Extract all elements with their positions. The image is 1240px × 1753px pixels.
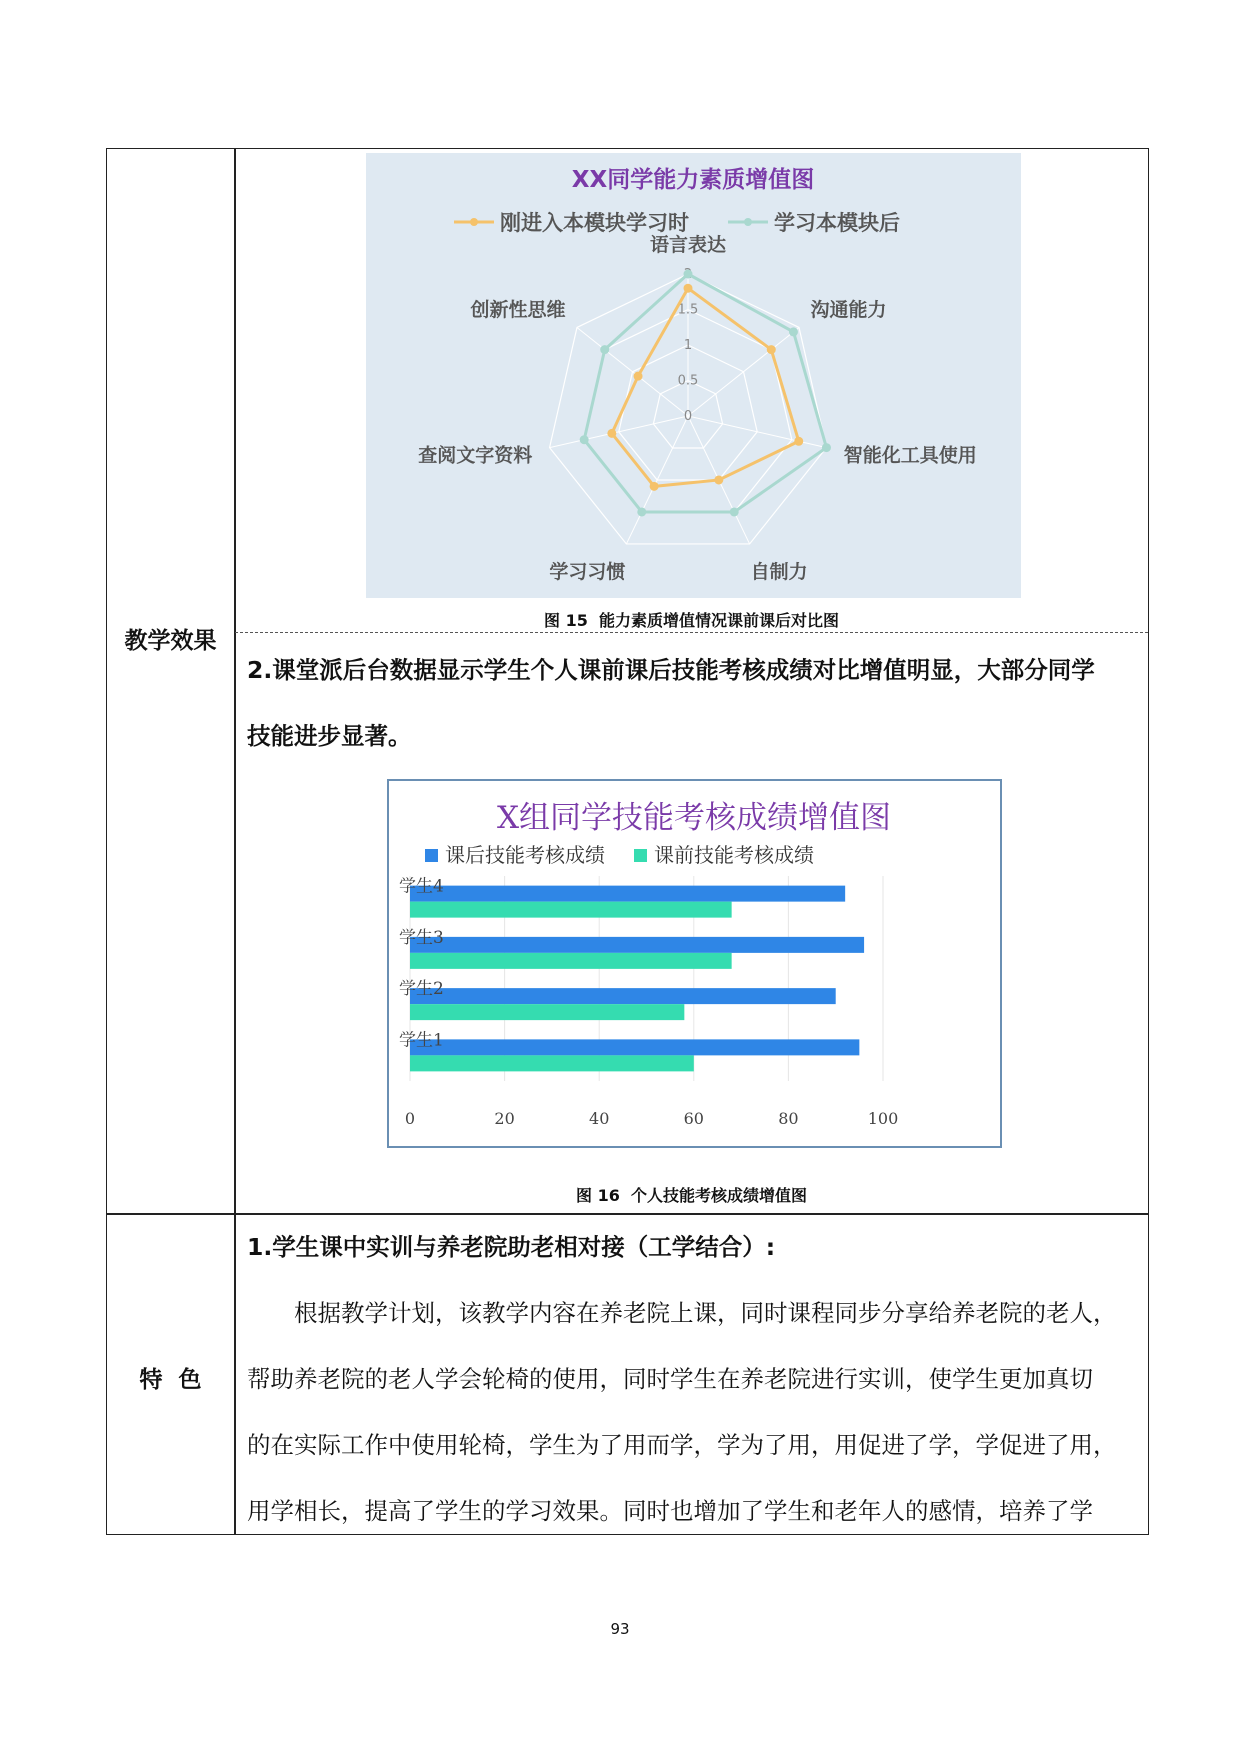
radar-axis-label: 学习习惯: [549, 560, 626, 583]
radar-point: [789, 327, 798, 336]
features-line-2: 帮助养老院的老人学会轮椅的使用，同时学生在养老院进行实训，使学生更加真切: [247, 1365, 1093, 1393]
radar-point: [634, 372, 643, 381]
row-label-teaching-effect: 教学效果: [124, 628, 217, 654]
radar-point: [794, 437, 803, 446]
radar-title: XX同学能力素质增值图: [571, 167, 815, 193]
legend-swatch-after: [425, 849, 438, 862]
radar-point: [684, 284, 693, 293]
page-number: 93: [610, 1620, 630, 1638]
radar-point: [607, 429, 616, 438]
bar-category-label: 学生2: [399, 979, 444, 1000]
radar-axis-label: 语言表达: [649, 234, 727, 256]
radar-spoke: [688, 327, 799, 416]
radar-tick-label: 0: [683, 409, 693, 424]
radar-tick-label: 0.5: [677, 373, 699, 389]
row-label-features: 特 色: [139, 1367, 202, 1393]
features-heading: 1.学生课中实训与养老院助老相对接（工学结合）:: [247, 1233, 776, 1261]
radar-caption: 图 15 能力素质增值情况课前课后对比图: [544, 611, 839, 630]
legend-swatch-before: [634, 849, 647, 862]
bar: [410, 1004, 684, 1020]
radar-chart: [366, 153, 1021, 598]
features-line-3: 的在实际工作中使用轮椅，学生为了用而学，学为了用，用促进了学，学促进了用，: [247, 1431, 1117, 1459]
radar-point: [650, 482, 659, 491]
bar-category-label: 学生1: [399, 1030, 444, 1051]
radar-axis-label: 智能化工具使用: [843, 444, 977, 467]
features-line-4: 用学相长，提高了学生的学习效果。同时也增加了学生和老年人的感情，培养了学: [247, 1497, 1093, 1525]
legend-label-before-score: 课前技能考核成绩: [654, 843, 814, 867]
radar-point: [730, 507, 739, 516]
bar: [410, 988, 836, 1004]
legend-label-after-score: 课后技能考核成绩: [445, 843, 605, 867]
radar-point: [767, 345, 776, 354]
legend-marker-after: [744, 218, 752, 226]
bar-bars: [410, 886, 864, 1072]
bar-x-tick-label: 40: [589, 1109, 610, 1128]
radar-chart-svg: [366, 153, 1021, 598]
radar-axis-label: 沟通能力: [810, 298, 887, 321]
radar-axis-label: 查阅文字资料: [418, 444, 533, 467]
bar-x-tick-label: 0: [404, 1109, 416, 1128]
legend-label-after: 学习本模块后: [774, 211, 900, 235]
bar-x-tick-label: 20: [494, 1109, 515, 1128]
bar-chart-svg: [389, 781, 1000, 1146]
radar-point: [822, 443, 831, 452]
bar-legend: [425, 843, 814, 867]
section2-heading-line2: 技能进步显著。: [247, 722, 412, 750]
radar-legend: [454, 211, 900, 235]
bar-caption: 图 16 个人技能考核成绩增值图: [576, 1186, 807, 1205]
radar-tick-label: 1.5: [677, 302, 699, 318]
bar-category-label: 学生4: [399, 876, 444, 897]
bar-x-tick-label: 80: [778, 1109, 799, 1128]
radar-point: [684, 270, 693, 279]
legend-marker-before: [470, 218, 478, 226]
figure-divider: [235, 632, 1148, 633]
radar-tick-label: 1: [683, 338, 693, 353]
bar-x-tick-label: 60: [683, 1109, 704, 1128]
radar-point: [714, 475, 723, 484]
bar: [410, 1039, 859, 1055]
bar: [410, 902, 732, 918]
bar: [410, 937, 864, 953]
bar: [410, 1055, 694, 1071]
legend-label-before: 刚进入本模块学习时: [500, 211, 689, 235]
bar-title: X组同学技能考核成绩增值图: [496, 800, 892, 836]
bar-x-tick-labels: [405, 1109, 898, 1128]
bar-category-label: 学生3: [399, 927, 444, 948]
bar-chart: [387, 779, 1002, 1148]
section2-heading-line1: 2.课堂派后台数据显示学生个人课前课后技能考核成绩对比增值明显，大部分同学: [247, 656, 1095, 684]
radar-axis-label: 创新性思维: [470, 298, 566, 321]
radar-point: [600, 345, 609, 354]
bar-x-tick-label: 100: [867, 1109, 899, 1128]
radar-series-line: [584, 274, 826, 512]
bar: [410, 953, 732, 969]
radar-point: [580, 435, 589, 444]
column-divider: [234, 148, 236, 1535]
radar-spoke: [688, 416, 826, 448]
radar-point: [637, 507, 646, 516]
features-line-1: 根据教学计划，该教学内容在养老院上课，同时课程同步分享给养老院的老人，: [294, 1299, 1117, 1327]
bar: [410, 886, 845, 902]
radar-axis-label: 自制力: [750, 560, 808, 583]
